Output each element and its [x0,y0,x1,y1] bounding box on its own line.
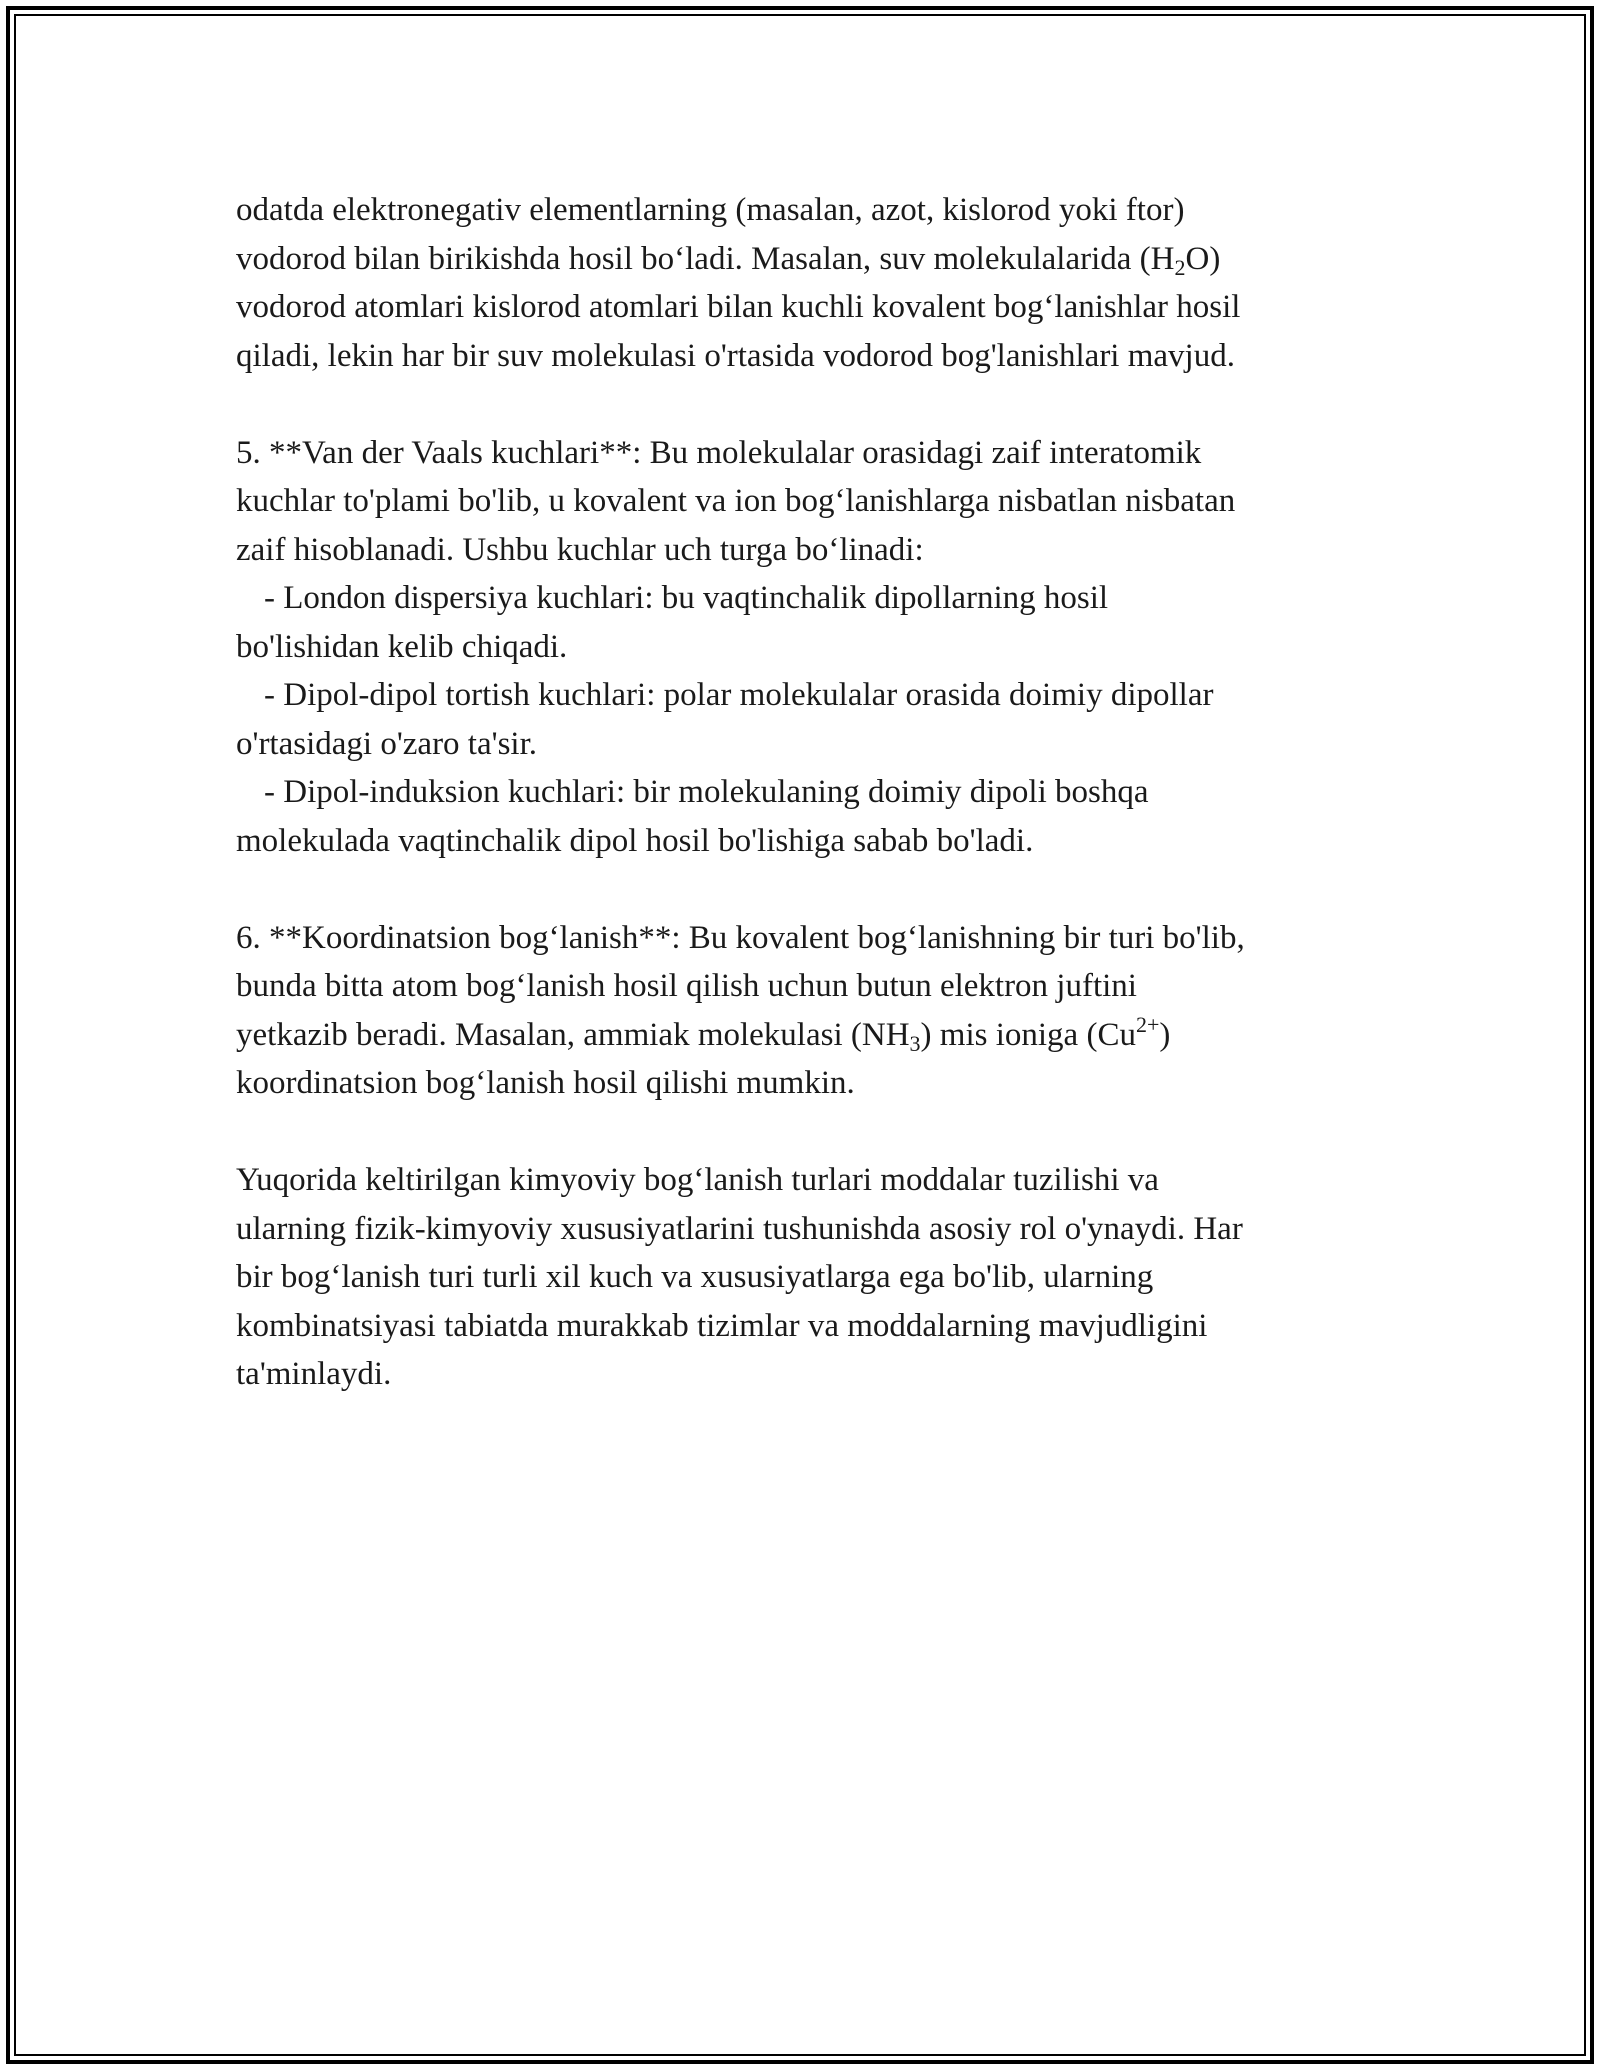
text-line: kombinatsiyasi tabiatda murakkab tizimlar va moddalarning mavjudligini [236,1307,1208,1344]
text-line: bir bog‘lanish turi turli xil kuch va xususiyatlarga ega bo'lib, ularning [236,1259,1154,1295]
text-line: 5. **Van der Vaals kuchlari**: Bu molekulalar orasidagi zaif interatomik [236,434,1202,471]
superscript: 2+ [1135,1011,1160,1037]
list-item-dipole-dipole: - Dipol-dipol tortish kuchlari: polar molekulalar orasida doimiy dipollar [264,677,1214,713]
subscript: 3 [909,1030,921,1056]
text-line: ularning fizik-kimyoviy xususiyatlarini tushunishda asosiy rol o'ynaydi. Har [236,1210,1243,1247]
text-line: kuchlar to'plami bo'lib, u kovalent va ion bog‘lanishlarga nisbatlan nisbatan [236,483,1236,519]
text-fragment: ) mis ioniga (Cu [920,1016,1136,1053]
subscript: 2 [1174,254,1186,280]
text-line: bo'lishidan kelib chiqadi. [236,628,568,665]
paragraph-coordination-bond [236,914,1376,1108]
paragraph-hydrogen-bond [236,186,1376,380]
text-line: vodorod atomlari kislorod atomlari bilan kuchli kovalent bog‘lanishlar hosil [236,289,1241,325]
list-item-london: - London dispersiya kuchlari: bu vaqtinchalik dipollarning hosil [264,580,1109,616]
paragraph-conclusion [236,1156,1376,1399]
text-line: odatda elektronegativ elementlarning (masalan, azot, kislorod yoki ftor) [236,192,1185,228]
text-fragment: O) [1185,240,1221,277]
text-line: ta'minlaydi. [236,1356,392,1392]
text-line: molekulada vaqtinchalik dipol hosil bo'lishiga sabab bo'ladi. [236,822,1034,859]
text-line: Yuqorida keltirilgan kimyoviy bog‘lanish turlari moddalar tuzilishi va [236,1162,1159,1198]
text-line [236,1011,1376,1060]
text-line: koordinatsion bog‘lanish hosil qilishi mumkin. [236,1065,855,1101]
document-body [236,186,1376,1447]
paragraph-van-der-waals [236,429,1376,866]
text-line: zaif hisoblanadi. Ushbu kuchlar uch turga bo‘linadi: [236,531,924,568]
text-line: qiladi, lekin har bir suv molekulasi o'rtasida vodorod bog'lanishlari mavjud. [236,337,1235,374]
text-fragment: yetkazib beradi. Masalan, ammiak molekulasi (NH [236,1016,910,1053]
text-fragment: ) [1159,1016,1171,1053]
text-line: 6. **Koordinatsion bog‘lanish**: Bu kovalent bog‘lanishning bir turi bo'lib, [236,919,1245,956]
list-item-dipole-induced: - Dipol-induksion kuchlari: bir molekulaning doimiy dipoli boshqa [264,774,1149,810]
text-line: o'rtasidagi o'zaro ta'sir. [236,725,537,762]
text-line: bunda bitta atom bog‘lanish hosil qilish uchun butun elektron juftini [236,968,1137,1004]
text-line [236,235,1376,284]
text-fragment: vodorod bilan birikishda hosil bo‘ladi. Masalan, suv molekulalarida (H [236,240,1175,277]
